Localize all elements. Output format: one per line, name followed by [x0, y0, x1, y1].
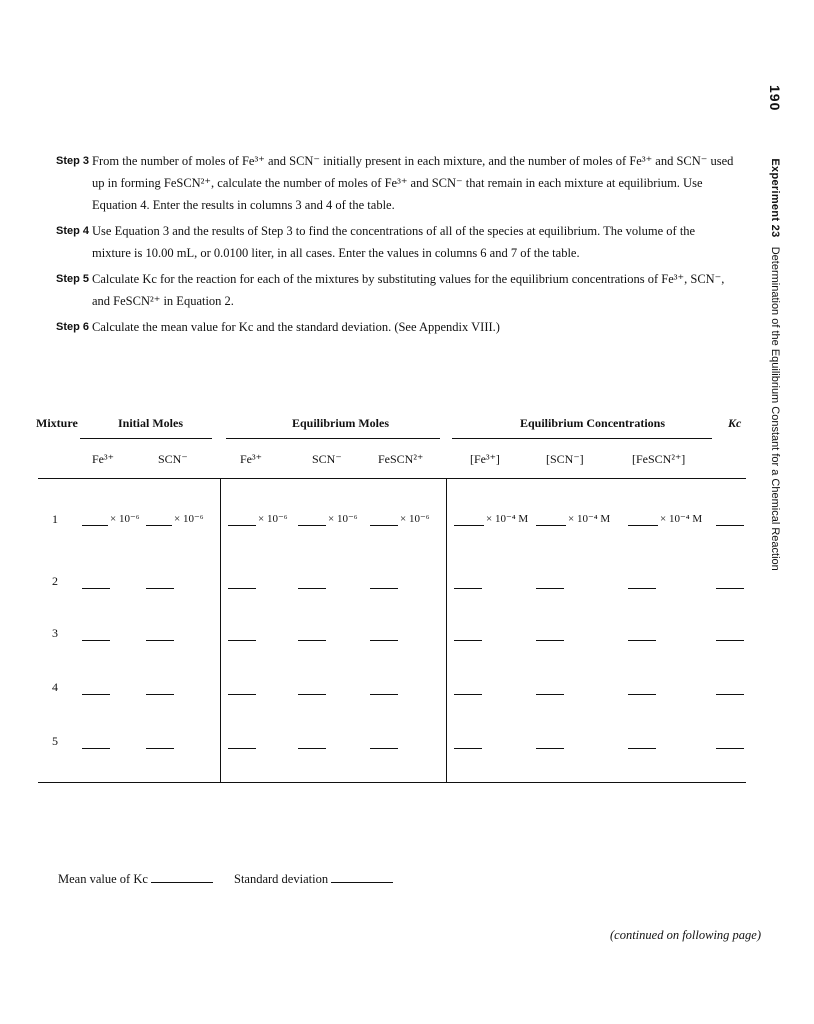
input-blank[interactable]	[146, 748, 174, 749]
step-3	[56, 150, 736, 216]
step-label: Step 3	[56, 155, 90, 167]
experiment-title: Determination of the Equilibrium Constant for a Chemical Reaction	[769, 246, 781, 571]
kc-header: Kc	[728, 416, 742, 430]
table-bottom-rule	[38, 782, 746, 783]
step-text: Calculate the mean value for Kc and the standard deviation. (See Appendix VIII.)	[92, 320, 500, 334]
initial-moles-rule	[80, 438, 212, 439]
row-number: 2	[52, 574, 58, 588]
input-blank[interactable]	[228, 748, 256, 749]
row-number: 3	[52, 626, 58, 640]
input-blank[interactable]	[628, 525, 658, 526]
col-header: SCN⁻	[158, 452, 188, 466]
std-deviation-field	[234, 872, 393, 887]
input-blank[interactable]	[536, 748, 564, 749]
input-blank[interactable]	[146, 640, 174, 641]
unit-label: × 10⁻⁴ M	[486, 513, 529, 525]
step-label: Step 5	[56, 273, 90, 285]
mixture-header: Mixture	[36, 416, 78, 430]
input-blank[interactable]	[82, 694, 110, 695]
input-blank[interactable]	[536, 640, 564, 641]
input-blank[interactable]	[146, 525, 172, 526]
input-blank[interactable]	[716, 748, 744, 749]
input-blank[interactable]	[82, 588, 110, 589]
std-label: Standard deviation	[234, 872, 329, 886]
col-header: Fe³⁺	[240, 452, 262, 466]
col-header: [FeSCN²⁺]	[632, 452, 686, 466]
continued-note: (continued on following page)	[610, 928, 762, 942]
step-text: Use Equation 3 and the results of Step 3 to find the concentrations of all of the species at equilibrium. The volume of the mixture is 10.00 mL, or 0.0100 liter, in all cases. Enter the values in columns 6 and 7 of the table.	[92, 224, 696, 260]
input-blank[interactable]	[536, 525, 566, 526]
equilibrium-moles-rule	[226, 438, 440, 439]
row-number: 4	[52, 680, 58, 694]
input-blank[interactable]	[298, 694, 326, 695]
unit-label: × 10⁻⁶	[110, 513, 140, 525]
equilibrium-concentrations-rule	[452, 438, 712, 439]
input-blank[interactable]	[298, 748, 326, 749]
input-blank[interactable]	[454, 748, 482, 749]
input-blank[interactable]	[536, 694, 564, 695]
unit-label: × 10⁻⁶	[328, 513, 358, 525]
input-blank[interactable]	[628, 640, 656, 641]
step-4	[56, 220, 736, 264]
row-number: 1	[52, 512, 58, 526]
equilibrium-moles-header: Equilibrium Moles	[292, 416, 390, 430]
input-blank[interactable]	[228, 640, 256, 641]
input-blank[interactable]	[716, 588, 744, 589]
unit-label: × 10⁻⁶	[174, 513, 204, 525]
input-blank[interactable]	[370, 525, 398, 526]
col-header: Fe³⁺	[92, 452, 114, 466]
input-blank[interactable]	[82, 640, 110, 641]
input-blank[interactable]	[716, 640, 744, 641]
input-blank[interactable]	[716, 525, 744, 526]
input-blank[interactable]	[628, 748, 656, 749]
input-blank[interactable]	[628, 588, 656, 589]
input-blank[interactable]	[370, 748, 398, 749]
column-divider	[446, 478, 447, 782]
unit-label: × 10⁻⁶	[400, 513, 430, 525]
mean-value-field	[58, 872, 213, 887]
input-blank[interactable]	[628, 694, 656, 695]
input-blank[interactable]	[228, 588, 256, 589]
std-deviation-blank[interactable]	[331, 882, 393, 883]
col-header: FeSCN²⁺	[378, 452, 424, 466]
mean-label: Mean value of Kc	[58, 872, 148, 886]
running-header	[768, 85, 782, 571]
input-blank[interactable]	[454, 694, 482, 695]
step-text: Calculate Kc for the reaction for each of the mixtures by substituting values for the equilibrium concentrations of Fe³⁺, SCN⁻, and FeSCN²⁺ in Equation 2.	[92, 272, 725, 308]
step-5	[56, 268, 736, 312]
input-blank[interactable]	[82, 748, 110, 749]
input-blank[interactable]	[228, 694, 256, 695]
step-text: From the number of moles of Fe³⁺ and SCN⁻ initially present in each mixture, and the number of moles of Fe³⁺ and SCN⁻ used up in forming FeSCN²⁺, calculate the number of moles of Fe³⁺ and SCN⁻ that remain in each mixture at equilibrium. Use Equation 4. Enter the results in columns 3 and 4 of the table.	[92, 154, 734, 212]
step-label: Step 6	[56, 321, 90, 333]
unit-label: × 10⁻⁴ M	[660, 513, 703, 525]
input-blank[interactable]	[228, 525, 256, 526]
input-blank[interactable]	[716, 694, 744, 695]
column-divider	[220, 478, 221, 782]
initial-moles-header: Initial Moles	[118, 416, 183, 430]
page-number: 190	[767, 85, 783, 112]
input-blank[interactable]	[454, 588, 482, 589]
row-number: 5	[52, 734, 58, 748]
input-blank[interactable]	[370, 588, 398, 589]
input-blank[interactable]	[146, 588, 174, 589]
equilibrium-concentrations-header: Equilibrium Concentrations	[520, 416, 666, 430]
input-blank[interactable]	[146, 694, 174, 695]
col-header: [Fe³⁺]	[470, 452, 500, 466]
input-blank[interactable]	[536, 588, 564, 589]
step-6	[56, 316, 736, 338]
input-blank[interactable]	[298, 588, 326, 589]
input-blank[interactable]	[298, 525, 326, 526]
input-blank[interactable]	[454, 640, 482, 641]
input-blank[interactable]	[298, 640, 326, 641]
input-blank[interactable]	[454, 525, 484, 526]
input-blank[interactable]	[370, 640, 398, 641]
input-blank[interactable]	[370, 694, 398, 695]
procedure-steps	[56, 150, 736, 342]
unit-label: × 10⁻⁴ M	[568, 513, 611, 525]
mean-value-blank[interactable]	[151, 882, 213, 883]
col-header: [SCN⁻]	[546, 452, 584, 466]
unit-label: × 10⁻⁶	[258, 513, 288, 525]
input-blank[interactable]	[82, 525, 108, 526]
experiment-number: Experiment 23	[769, 158, 781, 238]
header-bottom-rule	[38, 478, 746, 479]
step-label: Step 4	[56, 225, 90, 237]
col-header: SCN⁻	[312, 452, 342, 466]
